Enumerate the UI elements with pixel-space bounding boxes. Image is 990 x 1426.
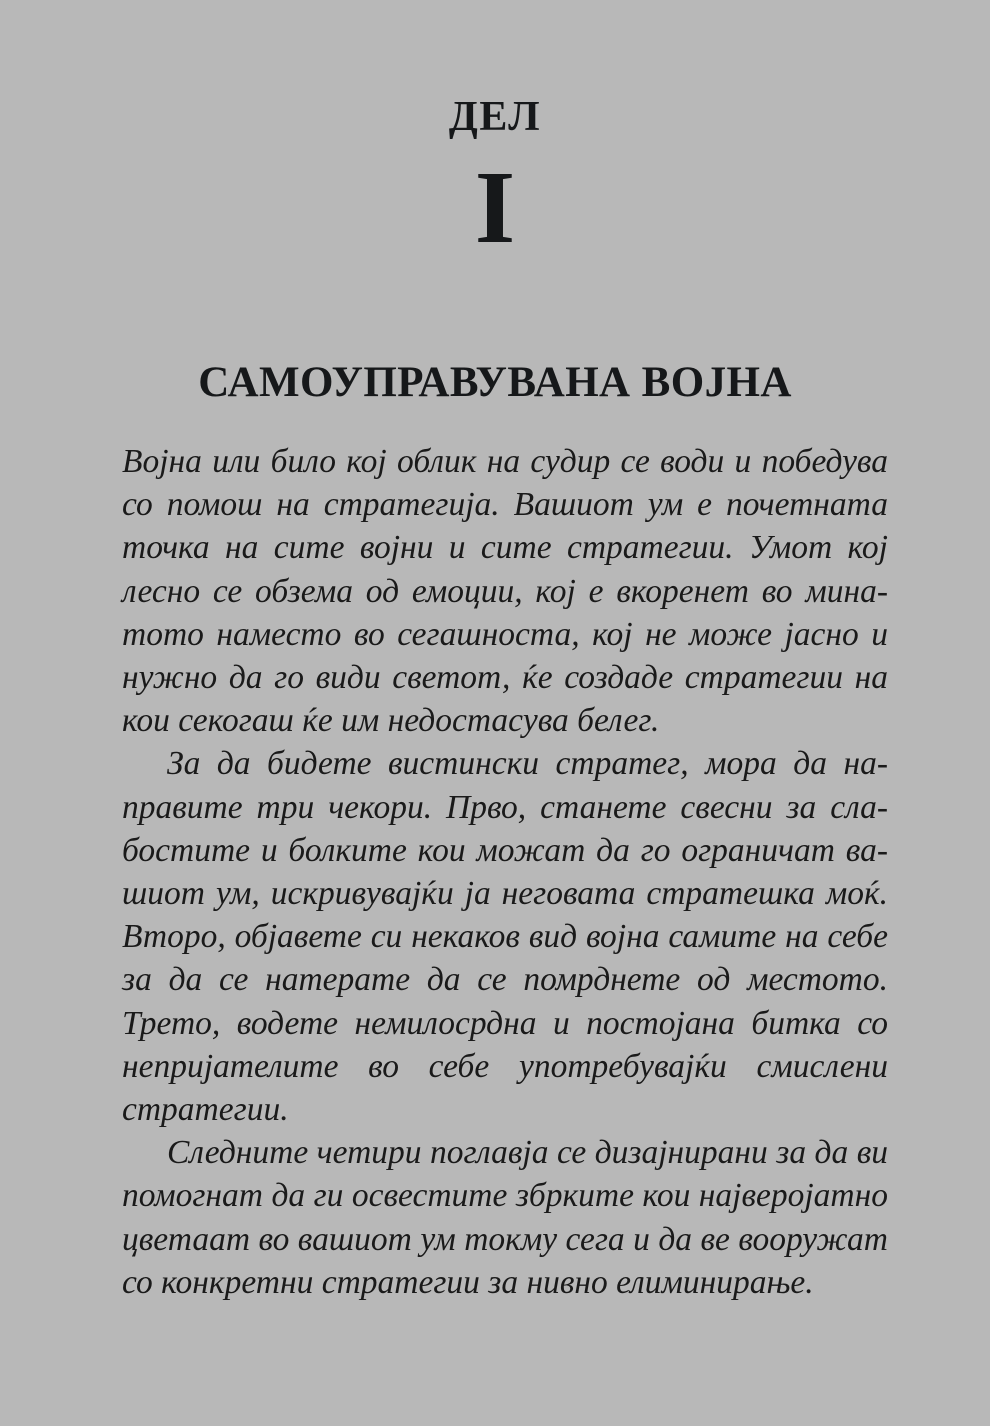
part-header xyxy=(0,94,990,265)
body-text-block xyxy=(122,440,888,1304)
part-label: ДЕЛ xyxy=(448,94,542,140)
part-numeral: I xyxy=(474,150,516,265)
body-paragraph: Војна или било кој облик на судир се води и победува со помош на стратегија. Вашиот ум е почетната точка на сите војни и сите стратегии. Умот кој лесно се обзема од емоции, кој е вкоренет во минатото наместо во сегашноста, кој не може јасно и нужно да го види светот, ќе создаде стратегии на кои секогаш ќе им недостасува белег. xyxy=(122,443,888,740)
body-paragraph: Следните четири поглавја се дизајнирани за да ви помогнат да ги освестите збрките кои најверојатно цветаат во вашиот ум токму сега и да ве вооружат со конкретни стратегии за нивно елиминирање. xyxy=(122,1134,888,1301)
body-paragraph: За да бидете вистински стратег, мора да направите три чекори. Прво, станете свесни за слабостите и болките кои можат да го ограничат вашиот ум, искривувајќи ја неговата стратешка моќ. Второ, објавете си некаков вид војна самите на себе за да се натерате да се помрднете од местото. Трето, водете немилосрдна и постојана битка со непријателите во себе употребувајќи смислени стратегии. xyxy=(122,745,888,1129)
section-title: САМОУПРАВУВАНА ВОЈНА xyxy=(198,358,792,406)
